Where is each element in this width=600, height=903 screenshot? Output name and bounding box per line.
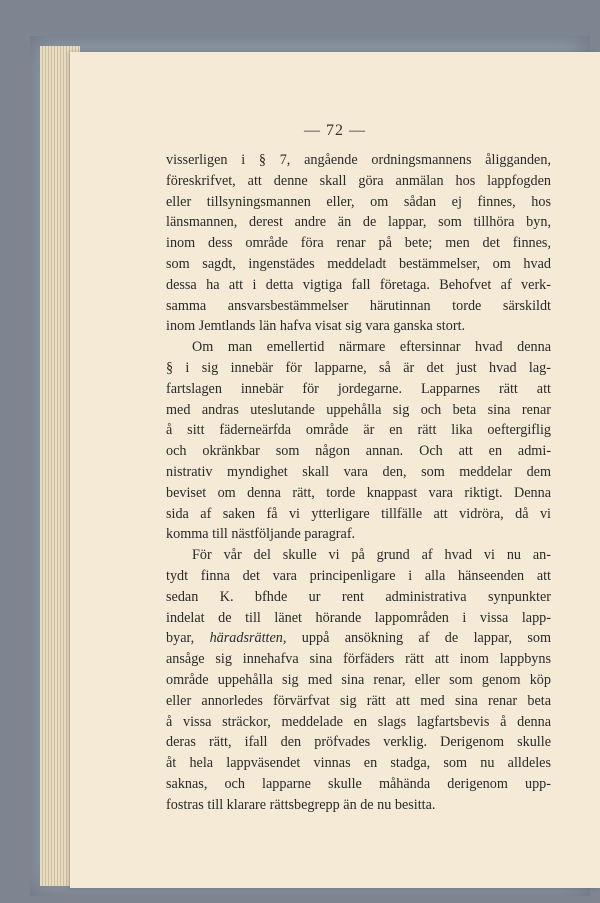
text-line-italic [166,628,551,649]
text-line: Om man emellertid närmare eftersinnar hvad denna [192,339,551,356]
text-line: inom dess område föra renar på bete; men det finnes, [166,235,551,252]
text-segment: uppå ansökning af de lappar, som [286,630,552,647]
text-line: länsmannen, derest andre än de lappar, som tillhöra byn, [166,214,551,231]
text-line: samma ansvarsbestämmelser härutinnan torde särskildt [166,297,551,314]
text-line: eller tillsyningsmannen eller, om sådan ej finnes, hos [166,193,551,210]
text-line: dessa ha att i detta vigtiga fall företaga. Behofvet af verk- [166,276,551,293]
text-line: tydt finna det vara principenligare i alla hänseenden att [166,567,551,584]
text-line: föreskrifvet, att denne skall göra anmälan hos lappfogden [166,172,551,189]
page-number: — 72 — [304,122,366,139]
text-line: beviset om denna rätt, torde knappast vara riktigt. Denna [166,484,551,501]
text-line: § i sig innebär för lapparne, så är det just hvad lag- [166,359,551,376]
text-line: För vår del skulle vi på grund af hvad vi nu an- [192,547,551,564]
text-line: komma till nästföljande paragraf. [166,526,356,543]
text-line: å sitt fäderneärfda område är en rätt lika oeftergiflig [166,422,551,439]
text-line: å vissa sträckor, meddelade en slags lagfartsbevis å denna [166,713,551,730]
text-line: fostras till klarare rättsbegrepp än de nu besitta. [166,796,436,813]
text-line: område uppehålla sig med sina renar, eller som genom köp [166,671,551,688]
text-line: indelat de till länet hörande lappområden i vissa lapp- [166,609,551,626]
text-line: nistrativ myndighet skall vara den, som meddelar dem [166,463,551,480]
italic-term: häradsrätten, [209,630,287,647]
text-line: sedan K. bfhde ur rent administrativa synpunkter [166,588,551,605]
text-line: sida af saken få vi ytterligare tillfälle att vidröra, då vi [166,505,551,522]
text-line: ansåge sig innehafva sina förfäders rätt att inom lappbyns [166,651,551,668]
book-page [70,52,600,888]
text-line: deras rätt, ifall den pröfvades verklig. Derigenom skulle [166,734,551,751]
text-line: inom Jemtlands län hafva visat sig vara ganska stort. [166,318,466,335]
text-line: visserligen i § 7, angående ordningsmannens åligganden, [166,152,551,168]
text-line: med andras uteslutande uppehålla sig och beta sina renar [166,401,551,418]
text-line: eller annorledes förvärfvat sig rätt att med sina renar beta [166,692,551,709]
text-line: fartslagen innebär för jordegarne. Lapparnes rätt att [166,380,551,397]
text-segment: byar, [166,630,210,647]
text-line: saknas, och lapparne skulle måhända derigenom upp- [166,775,551,792]
text-line: åt hela lappväsendet vinnas en stadga, som nu alldeles [166,755,551,772]
body-text [166,150,551,816]
text-line: och okränkbar som någon annan. Och att en admi- [166,443,551,460]
text-line: som sagdt, ingenstädes meddeladt bestämmelser, om hvad [166,255,551,272]
